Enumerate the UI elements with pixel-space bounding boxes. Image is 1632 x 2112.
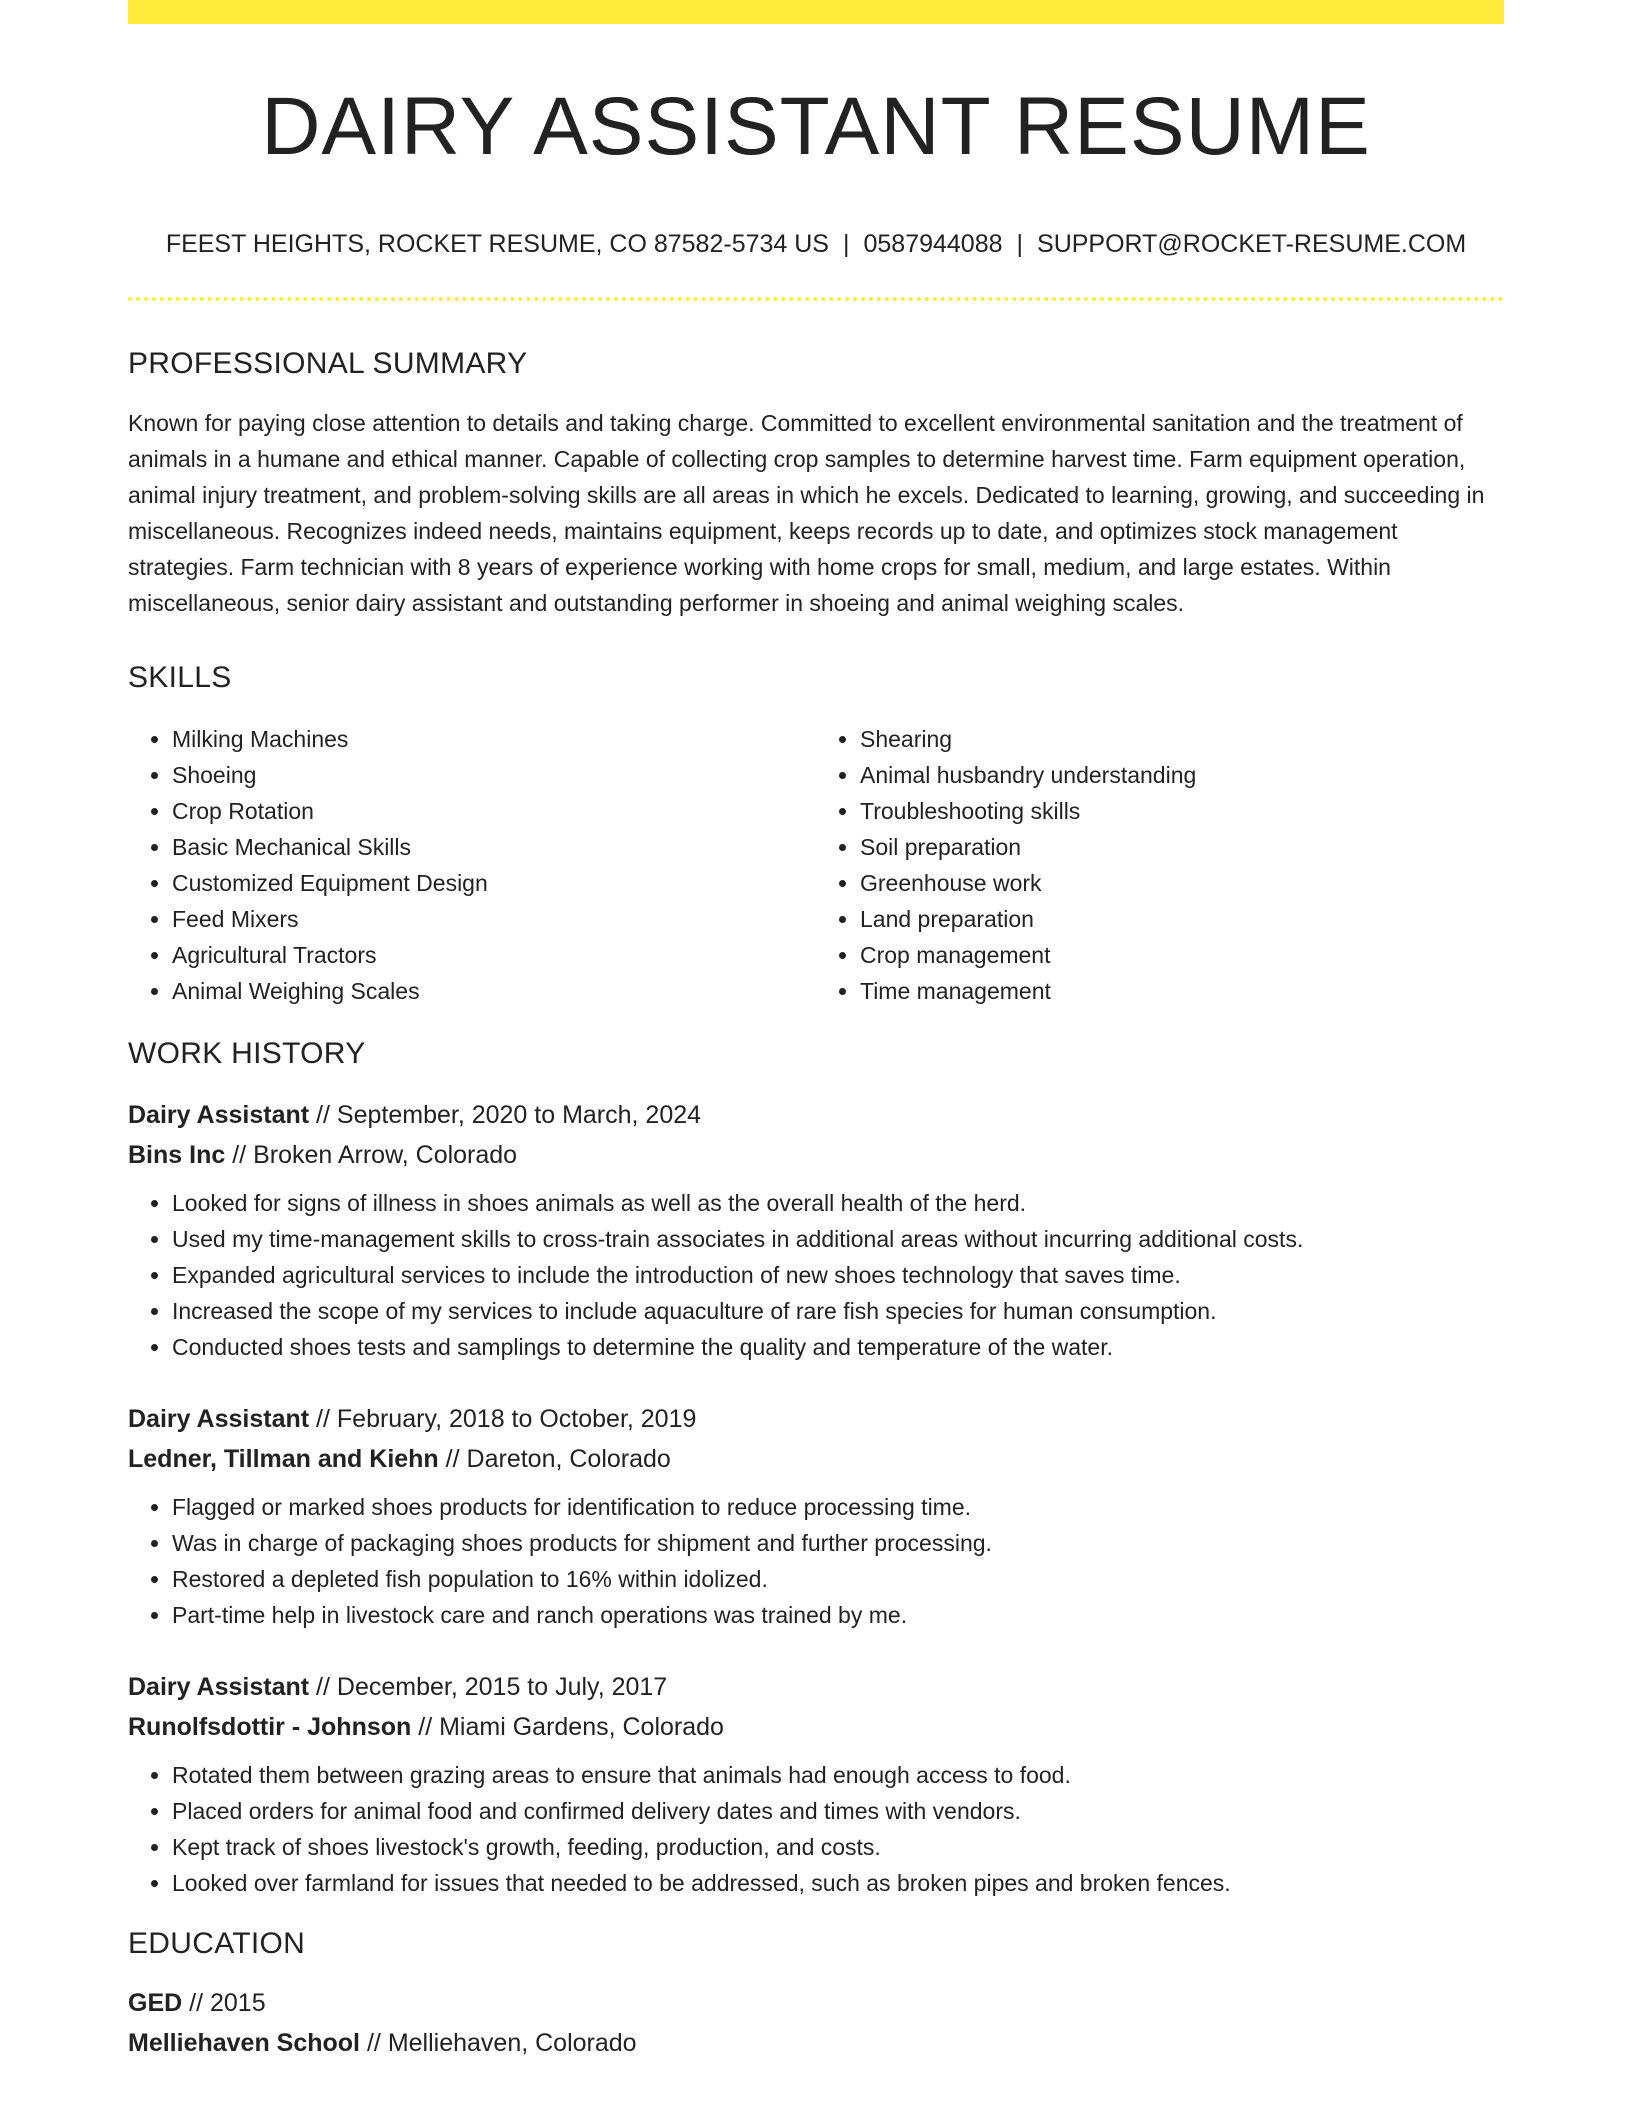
education-year: 2015	[210, 1989, 266, 2017]
job-bullet: • Kept track of shoes livestock's growth, feeding, production, and costs.	[172, 1829, 1504, 1865]
education-entry	[128, 1983, 1504, 2063]
skill-item: • Milking Machines	[172, 721, 816, 757]
job-company: Ledner, Tillman and Kiehn	[128, 1445, 439, 1473]
job-bullet: • Part-time help in livestock care and ranch operations was trained by me.	[172, 1597, 1504, 1633]
skill-item: • Land preparation	[860, 901, 1504, 937]
job-bullet-list	[128, 1489, 1504, 1633]
skill-item: • Animal Weighing Scales	[172, 973, 816, 1009]
job-dates: September, 2020 to March, 2024	[336, 1101, 702, 1129]
resume-page	[128, 0, 1504, 2063]
job-list	[128, 1095, 1504, 1901]
job-bullet: • Placed orders for animal food and confirmed delivery dates and times with vendors.	[172, 1793, 1504, 1829]
skill-item: • Animal husbandry understanding	[860, 757, 1504, 793]
job-bullet: • Was in charge of packaging shoes products for shipment and further processing.	[172, 1525, 1504, 1561]
job-bullet-list	[128, 1185, 1504, 1365]
contact-phone: 0587944088	[863, 230, 1003, 258]
job-separator: //	[232, 1141, 247, 1169]
job-company-line	[128, 1707, 1504, 1747]
job-dates: December, 2015 to July, 2017	[336, 1673, 668, 1701]
skill-item: • Agricultural Tractors	[172, 937, 816, 973]
education-list	[128, 1983, 1504, 2063]
job-title: Dairy Assistant	[128, 1101, 310, 1129]
skills-heading: SKILLS	[128, 661, 232, 694]
job-company-line	[128, 1439, 1504, 1479]
summary-text: Known for paying close attention to details and taking charge. Committed to excellent environmental sanitation and the treatment of animals in a humane and ethical manner. Capable of collecting crop samples to determine harvest time. Farm equipment operation, animal injury treatment, and problem-solving skills are all areas in which he excels. Dedicated to learning, growing, and succeeding in miscellaneous. Recognizes indeed needs, maintains equipment, keeps records up to date, and optimizes stock management strategies. Farm technician with 8 years of experience working with home crops for small, medium, and large estates. Within miscellaneous, senior dairy assistant and outstanding performer in shoeing and animal weighing scales.	[128, 410, 1485, 616]
job-separator: //	[418, 1713, 433, 1741]
job-bullet: • Conducted shoes tests and samplings to determine the quality and temperature of the water.	[172, 1329, 1504, 1365]
job-bullet: • Increased the scope of my services to include aquaculture of rare fish species for human consumption.	[172, 1293, 1504, 1329]
job-title-line	[128, 1399, 1504, 1439]
job-bullet-list	[128, 1757, 1504, 1901]
education-separator: //	[366, 2029, 381, 2057]
skills-column-left	[128, 721, 816, 1009]
job-entry	[128, 1095, 1504, 1365]
job-entry	[128, 1667, 1504, 1901]
job-company: Bins Inc	[128, 1141, 226, 1169]
skill-item: • Customized Equipment Design	[172, 865, 816, 901]
education-school-line	[128, 2023, 1504, 2063]
skill-item: • Greenhouse work	[860, 865, 1504, 901]
skill-item: • Feed Mixers	[172, 901, 816, 937]
skills-column-right	[816, 721, 1504, 1009]
job-location: Dareton, Colorado	[466, 1445, 671, 1473]
job-separator: //	[316, 1673, 330, 1701]
job-bullet: • Restored a depleted fish population to 16% within idolized.	[172, 1561, 1504, 1597]
skill-item: • Shearing	[860, 721, 1504, 757]
skill-item: • Soil preparation	[860, 829, 1504, 865]
contact-separator: |	[842, 230, 850, 258]
job-company-line	[128, 1135, 1504, 1175]
job-bullet: • Looked over farmland for issues that needed to be addressed, such as broken pipes and broken fences.	[172, 1865, 1504, 1901]
dotted-divider	[128, 297, 1504, 301]
skills-grid	[128, 721, 1504, 1009]
contact-email: SUPPORT@ROCKET-RESUME.COM	[1037, 230, 1467, 258]
education-heading: EDUCATION	[128, 1927, 306, 1960]
job-title: Dairy Assistant	[128, 1673, 310, 1701]
skill-item: • Crop management	[860, 937, 1504, 973]
job-separator: //	[316, 1405, 330, 1433]
skill-item: • Shoeing	[172, 757, 816, 793]
education-school: Melliehaven School	[128, 2029, 361, 2057]
job-separator: //	[316, 1101, 330, 1129]
job-company: Runolfsdottir - Johnson	[128, 1713, 412, 1741]
job-title: Dairy Assistant	[128, 1405, 310, 1433]
contact-address: FEEST HEIGHTS, ROCKET RESUME, CO 87582-5734 US	[165, 230, 829, 258]
skill-item: • Crop Rotation	[172, 793, 816, 829]
skill-item: • Time management	[860, 973, 1504, 1009]
summary-section	[128, 349, 1504, 621]
education-degree-line	[128, 1983, 1504, 2023]
skill-item: • Troubleshooting skills	[860, 793, 1504, 829]
job-bullet: • Looked for signs of illness in shoes animals as well as the overall health of the herd.	[172, 1185, 1504, 1221]
page-title: DAIRY ASSISTANT RESUME	[261, 81, 1371, 172]
education-degree: GED	[128, 1989, 183, 2017]
job-location: Miami Gardens, Colorado	[439, 1713, 724, 1741]
job-bullet: • Expanded agricultural services to include the introduction of new shoes technology that saves time.	[172, 1257, 1504, 1293]
job-dates: February, 2018 to October, 2019	[336, 1405, 697, 1433]
job-bullet: • Used my time-management skills to cross-train associates in additional areas without incurring additional costs.	[172, 1221, 1504, 1257]
work-history-heading: WORK HISTORY	[128, 1037, 366, 1070]
job-entry	[128, 1399, 1504, 1633]
contact-line	[128, 232, 1504, 257]
skills-section	[128, 663, 1504, 1009]
summary-heading: PROFESSIONAL SUMMARY	[128, 347, 528, 380]
contact-separator: |	[1016, 230, 1024, 258]
work-history-section	[128, 1039, 1504, 1901]
job-bullet: • Flagged or marked shoes products for identification to reduce processing time.	[172, 1489, 1504, 1525]
top-accent-bar	[128, 0, 1504, 24]
education-separator: //	[189, 1989, 204, 2017]
job-separator: //	[445, 1445, 460, 1473]
education-location: Melliehaven, Colorado	[387, 2029, 637, 2057]
education-section	[128, 1929, 1504, 2063]
job-bullet: • Rotated them between grazing areas to ensure that animals had enough access to food.	[172, 1757, 1504, 1793]
job-location: Broken Arrow, Colorado	[253, 1141, 518, 1169]
skill-item: • Basic Mechanical Skills	[172, 829, 816, 865]
job-title-line	[128, 1095, 1504, 1135]
job-title-line	[128, 1667, 1504, 1707]
